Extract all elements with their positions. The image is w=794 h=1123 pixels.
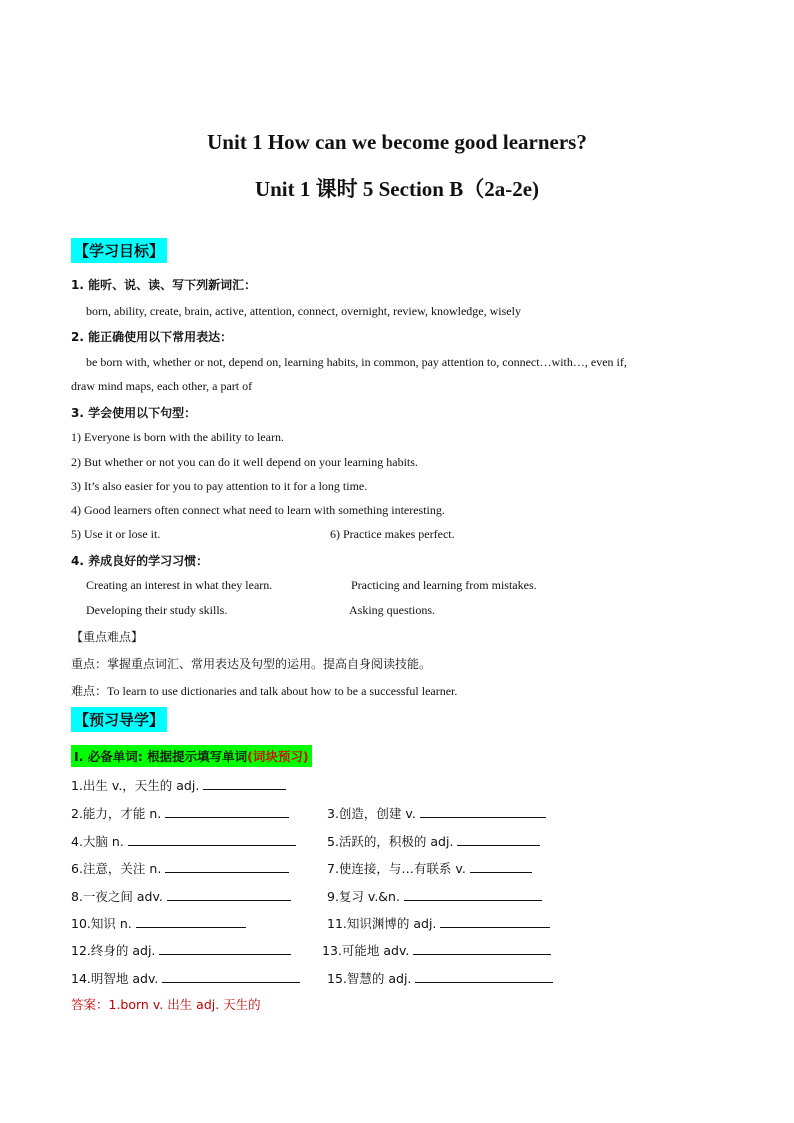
sentence-item: 3) It’s also easier for you to pay attention to it for a long time. <box>71 479 368 493</box>
vocab-part-label <box>71 745 312 767</box>
answer-blank[interactable] <box>162 970 300 983</box>
habit-item: Practicing and learning from mistakes. <box>351 578 537 592</box>
vocab-item <box>327 887 542 905</box>
habit-item: Developing their study skills. <box>86 603 228 617</box>
vocab-item <box>71 914 246 932</box>
vocab-prompt: 7.使连接，与…有联系 v. <box>327 861 466 876</box>
key-point-text: 重点：掌握重点词汇、常用表达及句型的运用。提高自身阅读技能。 <box>71 657 432 671</box>
vocab-prompt: 1.出生 v.，天生的 adj. <box>71 778 200 793</box>
answer-blank[interactable] <box>440 915 550 928</box>
vocab-item <box>322 941 551 959</box>
answer-blank[interactable] <box>165 805 289 818</box>
vocab-item <box>327 859 532 877</box>
objective-1-words: born, ability, create, brain, active, attention, connect, overnight, review, knowledge, wisely <box>86 304 521 318</box>
vocab-prompt: 12.终身的 adj. <box>71 943 156 958</box>
habit-item: Creating an interest in what they learn. <box>86 578 273 592</box>
answer-blank[interactable] <box>167 888 291 901</box>
answer-blank[interactable] <box>470 860 532 873</box>
objective-3-title: 3. 学会使用以下句型： <box>71 406 197 420</box>
answer-blank[interactable] <box>404 888 542 901</box>
sentence-item: 5) Use it or lose it. <box>71 527 161 541</box>
vocab-part-title: Ⅰ. 必备单词: 根据提示填写单词 <box>74 749 248 764</box>
vocab-prompt: 13.可能地 adv. <box>322 943 410 958</box>
answer-blank[interactable] <box>457 833 540 846</box>
vocab-prompt: 11.知识渊博的 adj. <box>327 916 437 931</box>
vocab-item <box>327 914 550 932</box>
answer-blank[interactable] <box>159 942 291 955</box>
lesson-subtitle: Unit 1 课时 5 Section B（2a-2e) <box>254 177 540 201</box>
vocab-prompt: 3.创造，创建 v. <box>327 806 416 821</box>
vocab-prompt: 4.大脑 n. <box>71 834 124 849</box>
vocab-item <box>327 804 546 822</box>
vocab-item <box>71 887 291 905</box>
vocab-prompt: 15.智慧的 adj. <box>327 971 412 986</box>
answer-blank[interactable] <box>165 860 289 873</box>
objective-2-expressions-cont: draw mind maps, each other, a part of <box>71 379 253 393</box>
objective-4-title: 4. 养成良好的学习习惯： <box>71 554 209 568</box>
sentence-item: 2) But whether or not you can do it well depend on your learning habits. <box>71 455 418 469</box>
vocab-prompt: 10.知识 n. <box>71 916 132 931</box>
vocab-prompt: 14.明智地 adv. <box>71 971 159 986</box>
vocab-item <box>327 969 553 987</box>
document-title: Unit 1 How can we become good learners? <box>207 130 587 154</box>
vocab-item <box>71 941 291 959</box>
vocab-item <box>327 832 540 850</box>
answer-blank[interactable] <box>203 777 286 790</box>
answer-blank[interactable] <box>413 942 551 955</box>
answer-blank[interactable] <box>415 970 553 983</box>
answer-blank[interactable] <box>136 915 246 928</box>
difficulty-text: 难点：To learn to use dictionaries and talk about how to be a successful learner. <box>71 684 458 698</box>
answer-text: 答案：1.born v. 出生 adj. 天生的 <box>71 997 261 1012</box>
vocab-part-tag: (词块预习) <box>247 749 309 764</box>
objective-1-title: 1. 能听、说、读、写下列新词汇： <box>71 278 257 292</box>
vocab-prompt: 9.复习 v.&n. <box>327 889 400 904</box>
answer-blank[interactable] <box>128 833 296 846</box>
vocab-prompt: 6.注意，关注 n. <box>71 861 162 876</box>
habit-item: Asking questions. <box>349 603 436 617</box>
vocab-item <box>71 804 289 822</box>
objective-2-title: 2. 能正确使用以下常用表达： <box>71 330 233 344</box>
vocab-prompt: 5.活跃的，积极的 adj. <box>327 834 454 849</box>
vocab-prompt: 8.一夜之间 adv. <box>71 889 163 904</box>
sentence-item: 1) Everyone is born with the ability to learn. <box>71 430 284 444</box>
sentence-item: 4) Good learners often connect what need to learn with something interesting. <box>71 503 445 517</box>
vocab-prompt: 2.能力，才能 n. <box>71 806 162 821</box>
section-heading-preview: 【预习导学】 <box>71 707 167 732</box>
section-heading-objectives: 【学习目标】 <box>71 238 167 263</box>
vocab-item <box>71 969 300 987</box>
vocab-item <box>71 859 289 877</box>
vocab-item <box>71 832 296 850</box>
key-points-heading: 【重点难点】 <box>71 630 144 644</box>
vocab-item <box>71 776 286 794</box>
answer-blank[interactable] <box>420 805 546 818</box>
sentence-item: 6) Practice makes perfect. <box>330 527 455 541</box>
objective-2-expressions: be born with, whether or not, depend on, learning habits, in common, pay attention to, connect…with…, even if, <box>86 355 627 369</box>
